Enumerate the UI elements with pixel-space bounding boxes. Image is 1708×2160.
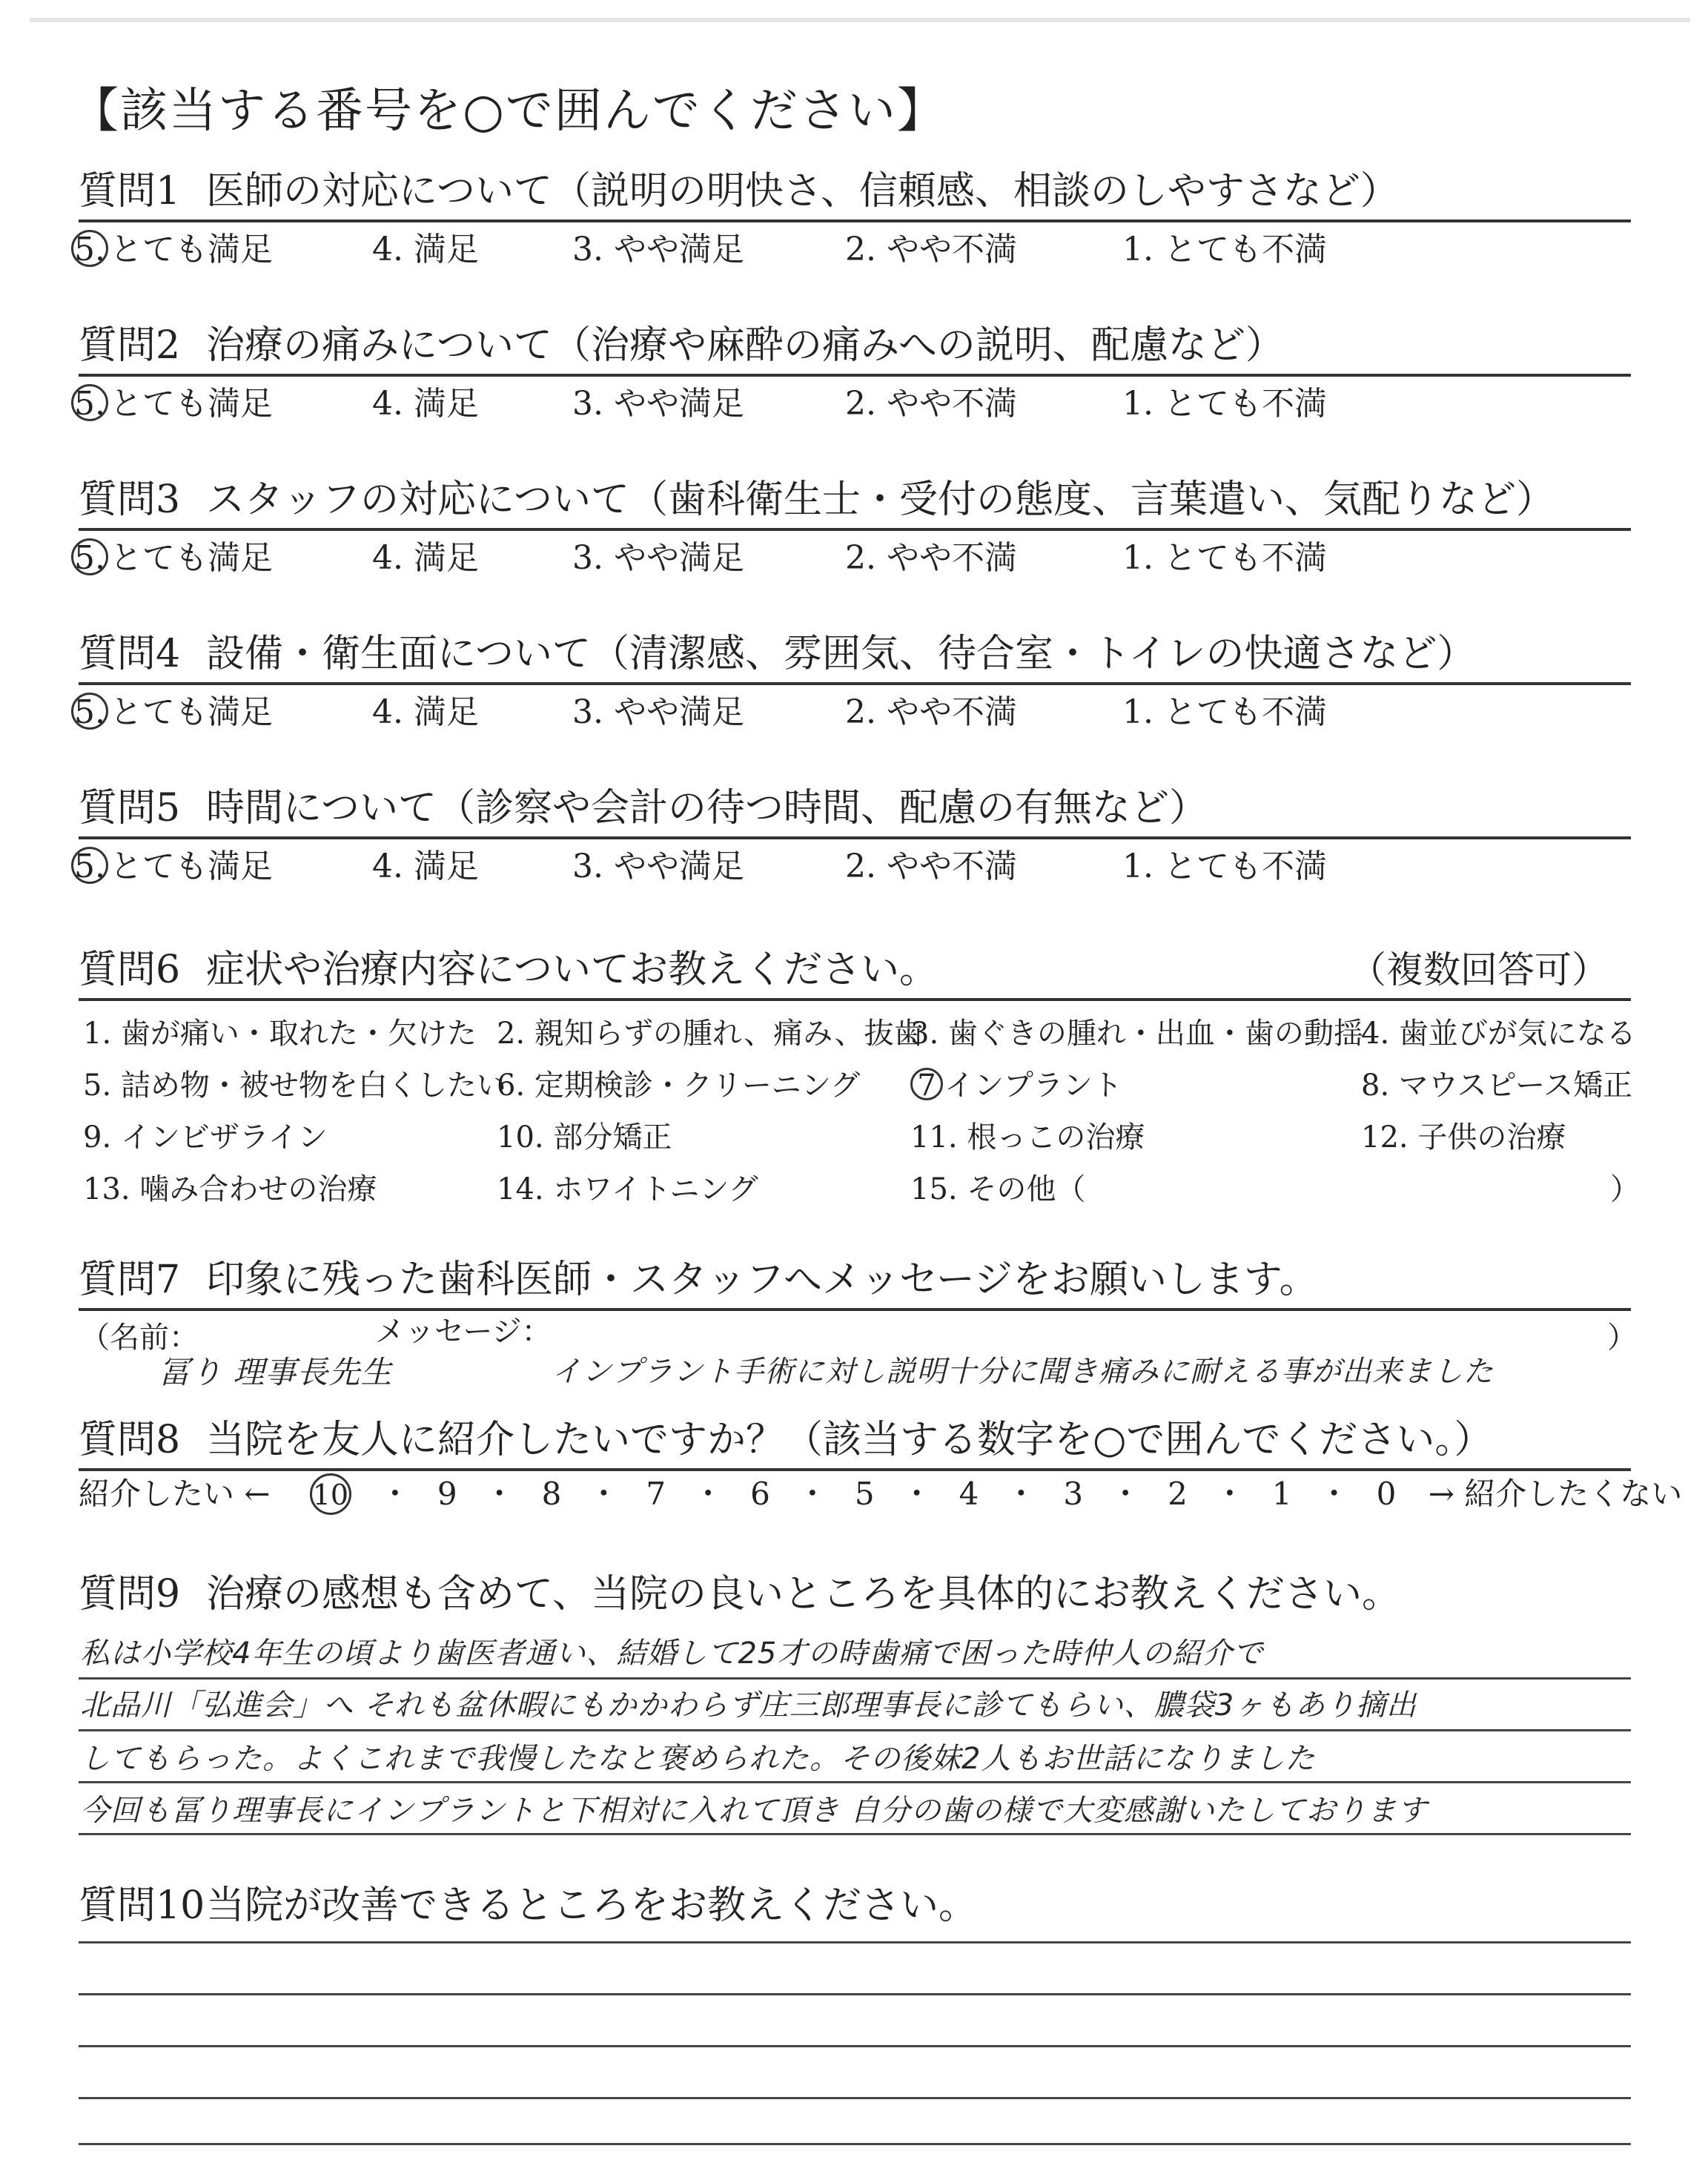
rating-option[interactable]: 3. やや満足 (572, 385, 744, 423)
scale-number[interactable]: 1 (1271, 1476, 1292, 1512)
question-label: 質問10 (79, 1883, 205, 1928)
selected-circle-mark: 5. (71, 538, 108, 575)
question-text: 設備・衛生面について（清潔感、雰囲気、待合室・トイレの快適さなど） (206, 632, 1476, 676)
question-label: 質問3 (79, 478, 181, 522)
selected-circle-mark: 7 (910, 1068, 943, 1100)
symptom-option[interactable]: 4. 歯並びが気になる (1361, 1017, 1636, 1051)
symptom-option[interactable] (910, 1062, 1122, 1104)
answer-line (79, 1677, 1631, 1680)
symptom-option[interactable]: 12. 子供の治療 (1361, 1120, 1566, 1155)
scale-number[interactable]: 9 (437, 1476, 457, 1512)
rating-option[interactable]: 2. やや不満 (845, 385, 1017, 423)
answer-line[interactable] (79, 1941, 1631, 1943)
rating-option[interactable]: 2. やや不満 (845, 693, 1017, 731)
question-6 (79, 943, 1631, 1001)
rating-option[interactable]: 2. やや不満 (845, 539, 1017, 577)
answer-line[interactable] (79, 1993, 1631, 1995)
scale-dot: ・ (796, 1476, 828, 1512)
scale-number[interactable]: 7 (646, 1476, 666, 1512)
rating-option[interactable]: 2. やや不満 (845, 231, 1017, 268)
scale-dot: ・ (1005, 1476, 1037, 1512)
handwritten-answer-line[interactable]: してもらった。よくこれまで我慢したなと褒められた。その後妹2人もお世話になりました (80, 1742, 1316, 1776)
scale-number[interactable]: 10 (310, 1473, 351, 1515)
symptom-option[interactable]: 2. 親知らずの腫れ、痛み、抜歯 (497, 1017, 924, 1051)
scale-dot: ・ (483, 1476, 515, 1512)
scale-number[interactable]: 5 (854, 1476, 875, 1512)
scale-dot: ・ (1318, 1476, 1350, 1512)
rating-option-label: とても満足 (110, 539, 273, 577)
rating-option-label: とても満足 (110, 385, 273, 423)
question-8 (79, 1413, 1631, 1471)
rating-option[interactable]: 4. 満足 (372, 693, 479, 731)
question-label: 質問5 (79, 786, 181, 830)
question-7 (79, 1253, 1631, 1311)
scale-left-label: 紹介したい ← (79, 1476, 271, 1512)
rating-option[interactable]: 3. やや満足 (572, 693, 744, 731)
rating-option[interactable] (71, 531, 273, 578)
symptom-option[interactable]: 13. 噛み合わせの治療 (83, 1172, 377, 1206)
rating-option[interactable] (71, 685, 273, 733)
rating-option-label: とても満足 (110, 848, 273, 885)
symptom-option-label: インプラント (944, 1069, 1122, 1103)
selected-circle-mark: 5. (71, 384, 108, 421)
symptom-option[interactable]: 9. インビザライン (83, 1120, 328, 1155)
symptom-option[interactable]: 8. マウスピース矯正 (1361, 1069, 1633, 1103)
answer-line (79, 1833, 1631, 1835)
question-text: 当院を友人に紹介したいですか？（該当する数字を○で囲んでください。） (206, 1418, 1493, 1462)
rating-option-label: とても満足 (110, 693, 273, 731)
handwritten-answer-line[interactable]: 私は小学校4年生の頃より歯医者通い、結婚して25才の時歯痛で困った時仲人の紹介で (80, 1636, 1264, 1671)
question-label: 質問6 (79, 948, 181, 992)
scale-number[interactable]: 0 (1376, 1476, 1397, 1512)
question-label: 質問1 (79, 169, 181, 214)
question-10 (79, 1879, 1631, 1934)
top-edge-line (30, 18, 1690, 22)
rating-option[interactable]: 4. 満足 (372, 539, 479, 577)
rating-option[interactable]: 4. 満足 (372, 231, 479, 268)
scale-number[interactable]: 4 (959, 1476, 979, 1512)
rating-option[interactable]: 3. やや満足 (572, 539, 744, 577)
question-label: 質問4 (79, 632, 181, 676)
message-label: メッセージ： (375, 1315, 552, 1349)
symptom-option[interactable]: 10. 部分矯正 (497, 1120, 672, 1155)
scale-number[interactable]: 6 (750, 1476, 770, 1512)
question-label: 質問8 (79, 1418, 181, 1462)
rating-option[interactable]: 1. とても不満 (1122, 693, 1327, 731)
question-text: 当院が改善できるところをお教えください。 (206, 1883, 978, 1928)
scale-number[interactable]: 8 (541, 1476, 562, 1512)
rating-option[interactable]: 1. とても不満 (1122, 231, 1327, 268)
question-label: 質問9 (79, 1572, 181, 1616)
answer-line[interactable] (79, 2143, 1631, 2145)
question-text: 時間について（診察や会計の待つ時間、配慮の有無など） (206, 786, 1208, 830)
question-text: 医師の対応について（説明の明快さ、信頼感、相談のしやすさなど） (206, 169, 1399, 214)
recommend-scale (79, 1470, 1682, 1515)
rating-option[interactable]: 1. とても不満 (1122, 385, 1327, 423)
answer-line (79, 1781, 1631, 1783)
handwritten-message[interactable]: インプラント手術に対し説明十分に聞き痛みに耐える事が出来ました (552, 1355, 1494, 1389)
rating-option-label: とても満足 (110, 231, 273, 268)
close-paren: ） (1607, 1321, 1637, 1355)
answer-line[interactable] (79, 2045, 1631, 2047)
question-1 (79, 165, 1631, 222)
rating-option[interactable]: 1. とても不満 (1122, 848, 1327, 885)
symptom-option[interactable]: 6. 定期検診・クリーニング (497, 1069, 861, 1103)
question-label: 質問7 (79, 1258, 181, 1302)
question-2 (79, 319, 1631, 377)
question-4 (79, 627, 1631, 685)
question-text: スタッフの対応について（歯科衛生士・受付の態度、言葉遣い、気配りなど） (206, 478, 1555, 522)
selected-circle-mark: 5. (71, 230, 108, 267)
question-5 (79, 782, 1631, 839)
symptom-option[interactable]: 5. 詰め物・被せ物を白くしたい (83, 1069, 506, 1103)
scale-dot: ・ (692, 1476, 724, 1512)
rating-option[interactable]: 2. やや不満 (845, 848, 1017, 885)
handwritten-answer-line[interactable]: 北品川「弘進会」へ それも盆休暇にもかかわらず庄三郎理事長に診てもらい、膿袋3ヶもあり摘出 (80, 1688, 1417, 1723)
scale-dot: ・ (588, 1476, 620, 1512)
scale-dot: ・ (901, 1476, 933, 1512)
symptom-option[interactable]: ） (1610, 1172, 1640, 1206)
rating-option[interactable]: 1. とても不満 (1122, 539, 1327, 577)
name-label: （名前： (80, 1321, 199, 1355)
scale-right-label: → 紹介したくない (1428, 1476, 1683, 1512)
symptom-option[interactable]: 1. 歯が痛い・取れた・欠けた (83, 1017, 477, 1051)
page-title: 【該当する番号を○で囲んでください】 (71, 84, 946, 139)
rating-option[interactable] (71, 377, 273, 424)
rating-option[interactable] (71, 839, 273, 887)
rating-option[interactable] (71, 222, 273, 270)
rating-option[interactable]: 3. やや満足 (572, 231, 744, 268)
answer-line[interactable] (79, 2097, 1631, 2099)
answer-line (79, 1729, 1631, 1731)
multiple-answer-note: （複数回答可） (1349, 948, 1609, 991)
scale-dot: ・ (379, 1476, 411, 1512)
scale-number[interactable]: 3 (1063, 1476, 1084, 1512)
selected-circle-mark: 5. (71, 847, 108, 884)
question-text: 治療の感想も含めて、当院の良いところを具体的にお教えください。 (206, 1572, 1400, 1616)
scale-number[interactable]: 2 (1168, 1476, 1188, 1512)
question-text: 印象に残った歯科医師・スタッフへメッセージをお願いします。 (206, 1258, 1318, 1302)
symptom-option[interactable]: 11. 根っこの治療 (910, 1120, 1145, 1155)
handwritten-name[interactable]: 冨り 理事長先生 (159, 1354, 393, 1390)
rating-option[interactable]: 3. やや満足 (572, 848, 744, 885)
symptom-option[interactable]: 14. ホワイトニング (497, 1172, 758, 1206)
question-3 (79, 473, 1631, 531)
rating-option[interactable]: 4. 満足 (372, 848, 479, 885)
scale-dot: ・ (1214, 1476, 1245, 1512)
scale-dot: ・ (1110, 1476, 1142, 1512)
question-9 (79, 1568, 1631, 1622)
symptom-option[interactable]: 15. その他（ (910, 1172, 1086, 1206)
question-label: 質問2 (79, 323, 181, 368)
rating-option[interactable]: 4. 満足 (372, 385, 479, 423)
handwritten-answer-line[interactable]: 今回も冨り理事長にインプラントと下相対に入れて頂き 自分の歯の様で大変感謝いたしております (80, 1794, 1428, 1828)
question-text: 症状や治療内容についてお教えください。 (206, 948, 938, 992)
selected-circle-mark: 5. (71, 693, 108, 730)
symptom-option[interactable]: 3. 歯ぐきの腫れ・出血・歯の動揺 (910, 1017, 1363, 1051)
question-text: 治療の痛みについて（治療や麻酔の痛みへの説明、配慮など） (206, 323, 1284, 368)
